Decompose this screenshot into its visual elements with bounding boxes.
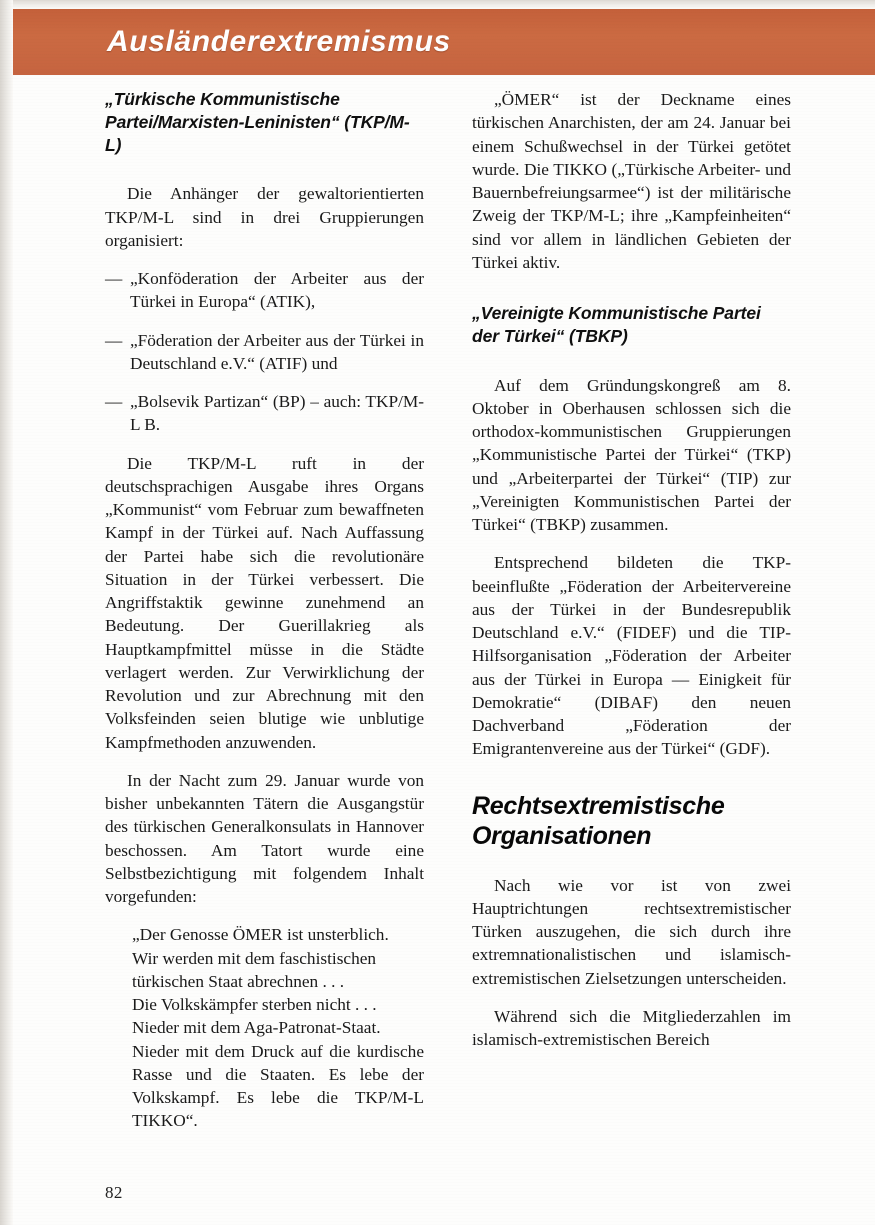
section-banner xyxy=(13,9,875,75)
heading-tbkp: „Vereinigte Kommunistische Partei der Türkei“ (TBKP) xyxy=(472,303,761,346)
verbatim-quotation xyxy=(105,923,424,1132)
two-column-body xyxy=(0,88,875,1178)
right-column xyxy=(472,88,791,1178)
list-item xyxy=(105,329,424,376)
paragraph-omer-tikko: „ÖMER“ ist der Deckname eines türkischen Anarchisten, der am 24. Januar bei einem Schußwechsel in der Türkei getötet wurde. Die TIKKO („Türkische Arbeiter- und Bauernbefreiungsarmee“) ist der militärische Zweig der TKP/M-L; ihre „Kampfeinheiten“ sind vor allem in ländlichen Gebieten der Türkei aktiv. xyxy=(472,90,791,272)
list-item-text: „Föderation der Arbeiter aus der Türkei in Deutschland e.V.“ (ATIF) und xyxy=(130,330,424,373)
list-dash-marker: — xyxy=(105,269,123,288)
paragraph-membership-numbers: Während sich die Mitgliederzahlen im islamisch-extremistischen Bereich xyxy=(472,1006,791,1049)
paragraph-fidef-dibaf-gdf: Entsprechend bildeten die TKP-beeinflußte „Föderation der Arbeitervereine aus der Türkei in der Bundesrepublik Deutschland e.V.“ (FIDEF) und die TIP-Hilfsorganisation „Föderation der Arbeiter aus der Türkei in Europa — Einigkeit für Demokratie“ (DIBAF) den neuen Dachverband „Föderation der Emigrantenvereine aus der Türkei“ (GDF). xyxy=(472,553,791,759)
quote-line: „Der Genosse ÖMER ist unsterblich. xyxy=(132,925,389,945)
list-item xyxy=(105,390,424,437)
left-column xyxy=(105,88,424,1178)
quote-line: Nieder mit dem Aga-Patronat-Staat. xyxy=(132,1018,381,1038)
banner-title: Ausländerextremismus xyxy=(107,25,451,58)
quote-line: Die Volkskämpfer sterben nicht . . . xyxy=(132,995,377,1014)
list-item-text: „Bolsevik Partizan“ (BP) – auch: TKP/M-L B. xyxy=(130,392,424,435)
paragraph-hannover-attack: In der Nacht zum 29. Januar wurde von bisher unbekannten Tätern die Ausgangstür des türkischen Generalkonsulats in Hannover beschossen. Am Tatort wurde eine Selbstbezichtigung mit folgendem Inhalt vorgefunden: xyxy=(105,770,424,906)
heading-rechtsextremistische-organisationen: Rechtsextremistische Organisationen xyxy=(472,791,725,850)
list-dash-marker: — xyxy=(105,392,123,411)
scan-edge-top xyxy=(0,0,875,9)
quote-line: Nieder mit dem Druck auf die kurdische Rasse und die Staaten. Es lebe der Volkskampf. Es lebe die TKP/M-L TIKKO“. xyxy=(132,1041,424,1131)
page-number: 82 xyxy=(105,1183,123,1202)
paragraph-two-main-directions: Nach wie vor ist von zwei Hauptrichtungen rechtsextremistischer Türken auszugehen, die sich durch ihre extremnationalistischen und islamisch-extremistischen Zielsetzungen unterscheiden. xyxy=(472,875,791,988)
paragraph-armed-struggle: Die TKP/M-L ruft in der deutschsprachigen Ausgabe ihres Organs „Kommunist“ vom Februar zum bewaffneten Kampf in der Türkei auf. Nach Auffassung der Partei habe sich die revolutionäre Situation in der Türkei verbessert. Die Angriffstaktik gewinne zunehmend an Bedeutung. Der Guerillakrieg als Hauptkampfmittel müsse in die Städte verlagert werden. Zur Verwirklichung der Revolution und zur Abrechnung mit den Volksfeinden seien blutige wie unblutige Kampfmethoden anzuwenden. xyxy=(105,453,424,752)
list-dash-marker: — xyxy=(105,330,123,350)
paragraph-founding-congress: Auf dem Gründungskongreß am 8. Oktober in Oberhausen schlossen sich die orthodox-kommunistischen Gruppierungen „Kommunistische Partei der Türkei“ (TKP) und „Arbeiterpartei der Türkei“ (TIP) zur „Vereinigten Kommunistischen Partei der Türkei“ (TBKP) zusammen. xyxy=(472,375,791,534)
list-item xyxy=(105,267,424,314)
list-item-text: „Konföderation der Arbeiter aus der Türkei in Europa“ (ATIK), xyxy=(130,269,424,312)
quote-line: Wir werden mit dem faschistischen xyxy=(132,948,377,968)
quote-line: türkischen Staat abrechnen . . . xyxy=(132,971,345,991)
heading-tkpml: „Türkische Kommunistische Partei/Marxisten-Leninisten“ (TKP/M-L) xyxy=(105,89,410,155)
organization-list xyxy=(105,267,424,437)
paragraph-intro: Die Anhänger der gewaltorientierten TKP/M-L sind in drei Gruppierungen organisiert: xyxy=(105,184,424,250)
